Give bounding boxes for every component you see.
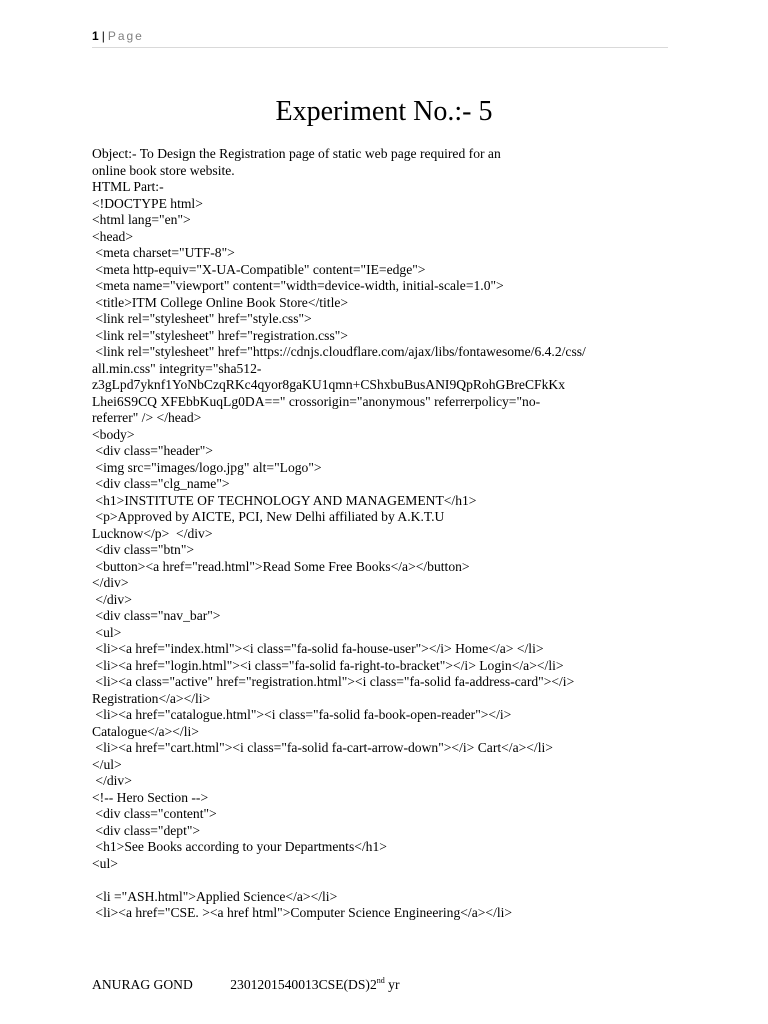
- text-line: <ul>: [92, 624, 122, 640]
- text-line: <!DOCTYPE html>: [92, 195, 203, 211]
- text-line: <link rel="stylesheet" href="https://cdnjs.cloudflare.com/ajax/libs/fontawesome/6.4.2/css/: [92, 344, 586, 359]
- text-line: <link rel="stylesheet" href="registration.css">: [92, 327, 348, 343]
- text-line: <meta name="viewport" content="width=device-width, initial-scale=1.0">: [92, 278, 504, 293]
- text-line: <h1>See Books according to your Departments</h1>: [92, 839, 387, 854]
- author-name: ANURAG GOND: [92, 977, 193, 992]
- text-line: z3gLpd7yknf1YoNbCzqRKc4qyor8gaKU1qmn+CShxbuBusANI9QpRohGBreCFkKx: [92, 377, 566, 392]
- text-line: </div>: [92, 773, 132, 788]
- ordinal-suffix: nd: [376, 976, 385, 985]
- text-line: <meta charset="UTF-8">: [92, 245, 235, 260]
- text-line: Catalogue</a></li>: [92, 723, 199, 739]
- text-line: <li ="ASH.html">Applied Science</a></li>: [92, 888, 338, 904]
- text-line: referrer" /> </head>: [92, 410, 202, 425]
- text-line: <div class="dept">: [92, 822, 201, 838]
- text-line: <meta http-equiv="X-UA-Compatible" content="IE=edge">: [92, 261, 426, 277]
- page-number: 1: [92, 29, 99, 43]
- page-word: Page: [107, 29, 144, 43]
- text-line: <li><a class="active" href="registration.html"><i class="fa-solid fa-address-card"></i>: [92, 674, 575, 689]
- text-line: <p>Approved by AICTE, PCI, New Delhi affiliated by A.K.T.U: [92, 509, 445, 524]
- text-line: <html lang="en">: [92, 212, 191, 227]
- page-header: [92, 29, 668, 48]
- text-line: online book store website.: [92, 162, 235, 178]
- text-line: Lhei6S9CQ XFEbbKuqLg0DA==" crossorigin="anonymous" referrerpolicy="no-: [92, 393, 541, 409]
- page-footer: [92, 977, 400, 993]
- text-line: <div class="btn">: [92, 542, 195, 557]
- student-id-text: 2301201540013CSE(DS)2: [230, 977, 377, 992]
- text-line: <li><a href="login.html"><i class="fa-solid fa-right-to-bracket"></i> Login</a></li>: [92, 657, 564, 673]
- text-line: <li><a href="cart.html"><i class="fa-solid fa-cart-arrow-down"></i> Cart</a></li>: [92, 740, 553, 755]
- text-line: Registration</a></li>: [92, 690, 211, 706]
- text-line: <link rel="stylesheet" href="style.css">: [92, 311, 312, 326]
- text-line: Object:- To Design the Registration page of static web page required for an: [92, 146, 501, 161]
- document-title: Experiment No.:- 5: [275, 96, 493, 127]
- text-line: <!-- Hero Section -->: [92, 789, 209, 805]
- text-line: <h1>INSTITUTE OF TECHNOLOGY AND MANAGEMENT</h1>: [92, 492, 477, 508]
- text-line: [92, 872, 668, 889]
- text-line: <li><a href="CSE. ><a href html">Computer Science Engineering</a></li>: [92, 905, 513, 920]
- text-line: <div class="clg_name">: [92, 476, 230, 491]
- text-line: all.min.css" integrity="sha512-: [92, 360, 262, 376]
- text-line: <ul>: [92, 855, 118, 871]
- text-line: <div class="header">: [92, 443, 213, 458]
- text-line: <title>ITM College Online Book Store</title>: [92, 294, 349, 310]
- text-line: <li><a href="index.html"><i class="fa-solid fa-house-user"></i> Home</a> </li>: [92, 641, 544, 656]
- text-line: <div class="content">: [92, 806, 217, 821]
- text-line: </ul>: [92, 756, 122, 772]
- document-body: [92, 146, 668, 922]
- text-line: <div class="nav_bar">: [92, 608, 221, 623]
- text-line: <img src="images/logo.jpg" alt="Logo">: [92, 459, 322, 475]
- text-line: <head>: [92, 228, 133, 244]
- text-line: Lucknow</p> </div>: [92, 525, 213, 541]
- student-id: [230, 977, 399, 992]
- text-line: <li><a href="catalogue.html"><i class="fa-solid fa-book-open-reader"></i>: [92, 707, 512, 722]
- text-line: <button><a href="read.html">Read Some Free Books</a></button>: [92, 558, 470, 574]
- text-line: </div>: [92, 591, 132, 607]
- text-line: HTML Part:-: [92, 179, 164, 194]
- text-line: <body>: [92, 426, 135, 442]
- year-text: yr: [388, 977, 400, 992]
- text-line: </div>: [92, 575, 129, 590]
- page-separator: |: [101, 29, 105, 43]
